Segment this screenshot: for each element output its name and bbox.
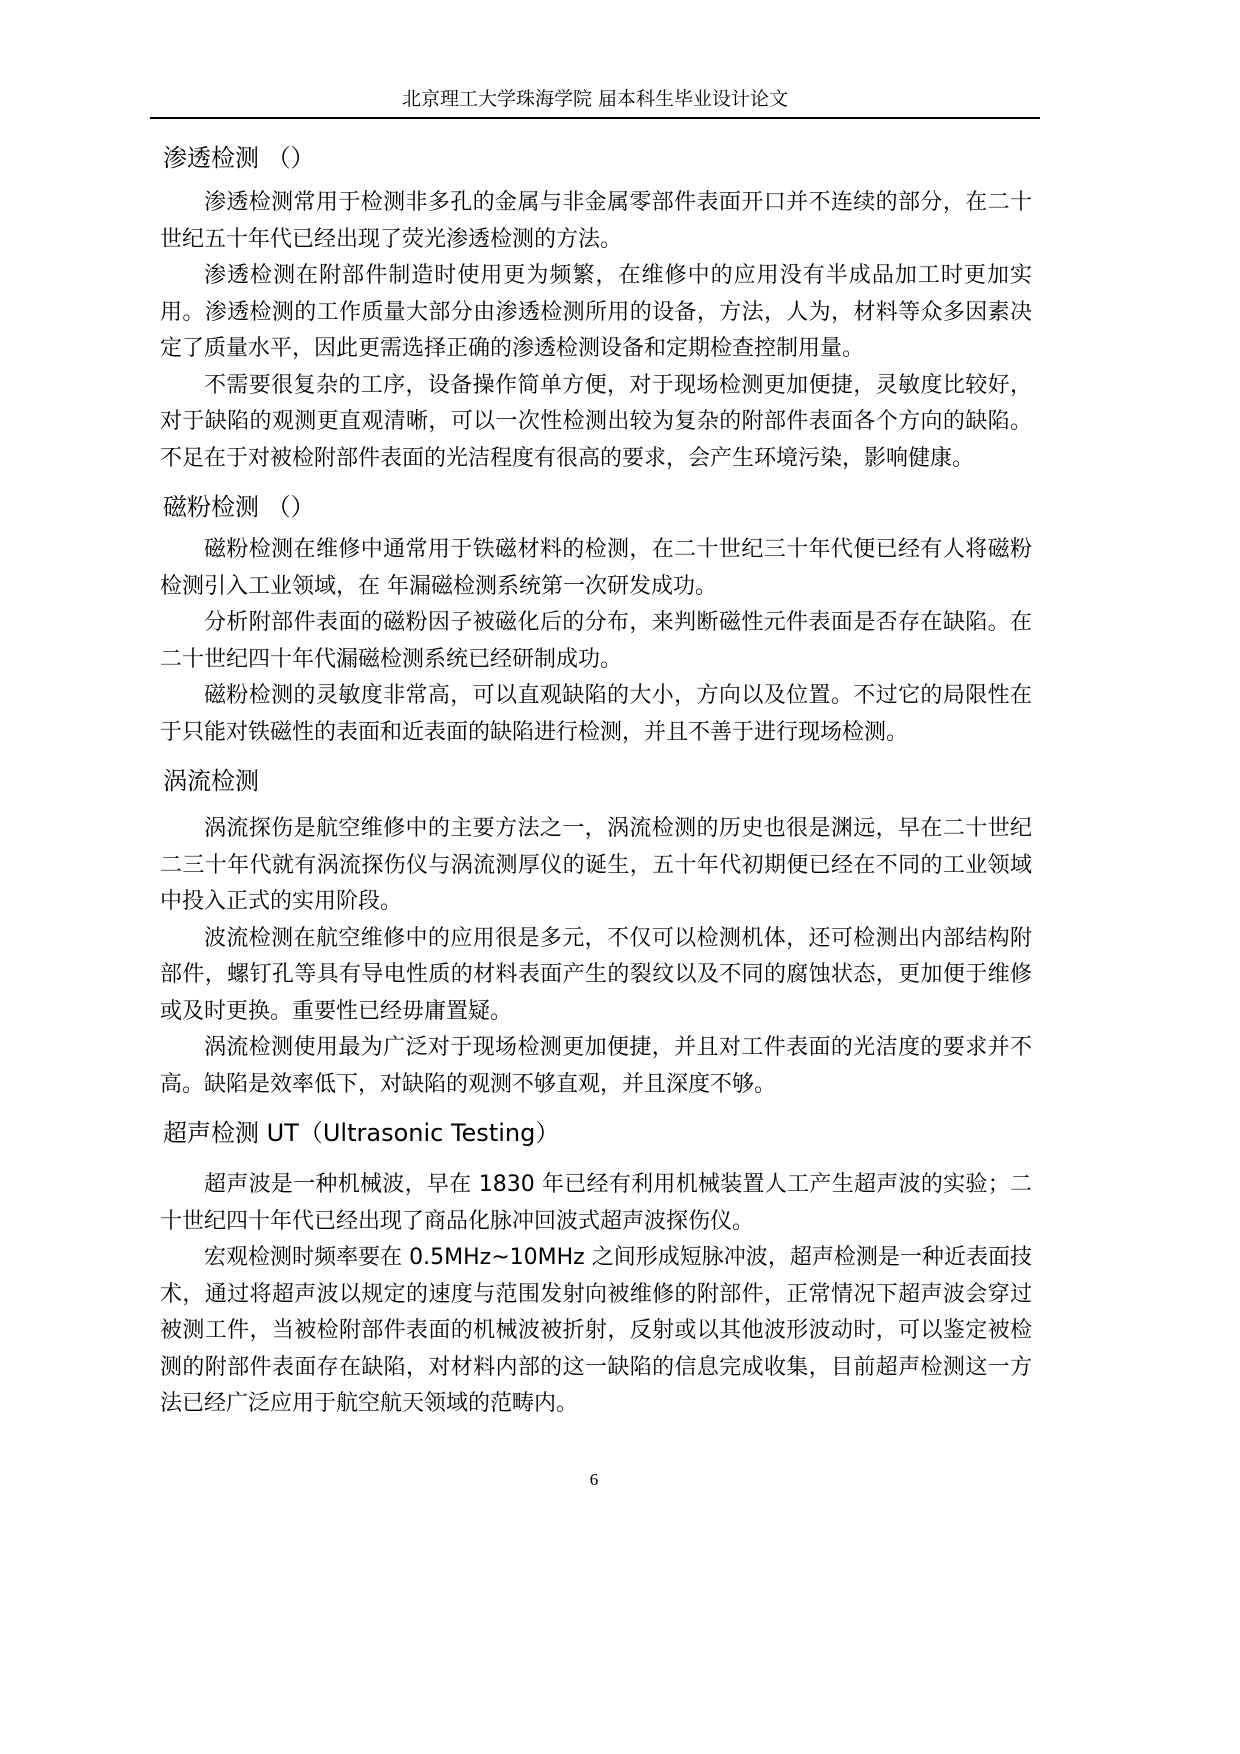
- paragraph: 波流检测在航空维修中的应用很是多元，不仅可以检测机体，还可检测出内部结构附部件，螺钉孔等具有导电性质的材料表面产生的裂纹以及不同的腐蚀状态，更加便于维修或及时更换。重要性已经毋庸置疑。: [160, 925, 1032, 1024]
- section-heading-ultrasonic: 超声检测 UT（Ultrasonic Testing）: [163, 1119, 560, 1147]
- paragraph: 涡流检测使用最为广泛对于现场检测更加便捷，并且对工件表面的光洁度的要求并不高。缺陷是效率低下，对缺陷的观测不够直观，并且深度不够。: [160, 1035, 1032, 1097]
- paragraph: 渗透检测常用于检测非多孔的金属与非金属零部件表面开口并不连续的部分，在二十世纪五十年代已经出现了荧光渗透检测的方法。: [160, 190, 1032, 252]
- section-body-penetrant: [160, 185, 1032, 477]
- section-heading-magnetic: 磁粉检测 （）: [163, 493, 315, 521]
- header-rule: [150, 117, 1040, 119]
- section-heading-penetrant: 渗透检测 （）: [163, 144, 315, 172]
- paragraph: 分析附部件表面的磁粉因子被磁化后的分布，来判断磁性元件表面是否存在缺陷。在二十世纪四十年代漏磁检测系统已经研制成功。: [160, 610, 1032, 672]
- section-body-eddy: [160, 811, 1032, 1103]
- page-number: 6: [589, 1470, 599, 1489]
- paragraph: 渗透检测在附部件制造时使用更为频繁，在维修中的应用没有半成品加工时更加实用。渗透检测的工作质量大部分由渗透检测所用的设备，方法，人为，材料等众多因素决定了质量水平，因此更需选择正确的渗透检测设备和定期检查控制用量。: [160, 263, 1032, 361]
- section-body-ultrasonic: [160, 1167, 1032, 1423]
- paragraph: 磁粉检测在维修中通常用于铁磁材料的检测，在二十世纪三十年代便已经有人将磁粉检测引入工业领域，在 年漏磁检测系统第一次研发成功。: [160, 537, 1032, 599]
- paragraph: 磁粉检测的灵敏度非常高，可以直观缺陷的大小，方向以及位置。不过它的局限性在于只能对铁磁性的表面和近表面的缺陷进行检测，并且不善于进行现场检测。: [160, 683, 1032, 745]
- paragraph: 涡流探伤是航空维修中的主要方法之一，涡流检测的历史也很是渊远，早在二十世纪二三十年代就有涡流探伤仪与涡流测厚仪的诞生，五十年代初期便已经在不同的工业领域中投入正式的实用阶段。: [160, 816, 1032, 914]
- section-heading-eddy: 涡流检测: [163, 767, 259, 795]
- page-header: 北京理工大学珠海学院 届本科生毕业设计论文: [401, 88, 789, 110]
- paragraph: 超声波是一种机械波，早在 1830 年已经有利用机械装置人工产生超声波的实验；二十世纪四十年代已经出现了商品化脉冲回波式超声波探伤仪。: [160, 1172, 1032, 1234]
- section-body-magnetic: [160, 532, 1032, 751]
- paragraph: 宏观检测时频率要在 0.5MHz~10MHz 之间形成短脉冲波，超声检测是一种近表面技术，通过将超声波以规定的速度与范围发射向被维修的附部件，正常情况下超声波会穿过被测工件，当被检附部件表面的机械波被折射，反射或以其他波形波动时，可以鉴定被检测的附部件表面存在缺陷，对材料内部的这一缺陷的信息完成收集，目前超声检测这一方法已经广泛应用于航空航天领域的范畴内。: [160, 1245, 1032, 1416]
- paragraph: 不需要很复杂的工序，设备操作简单方便，对于现场检测更加便捷，灵敏度比较好，对于缺陷的观测更直观清晰，可以一次性检测出较为复杂的附部件表面各个方向的缺陷。不足在于对被检附部件表面的光洁程度有很高的要求，会产生环境污染，影响健康。: [160, 372, 1032, 471]
